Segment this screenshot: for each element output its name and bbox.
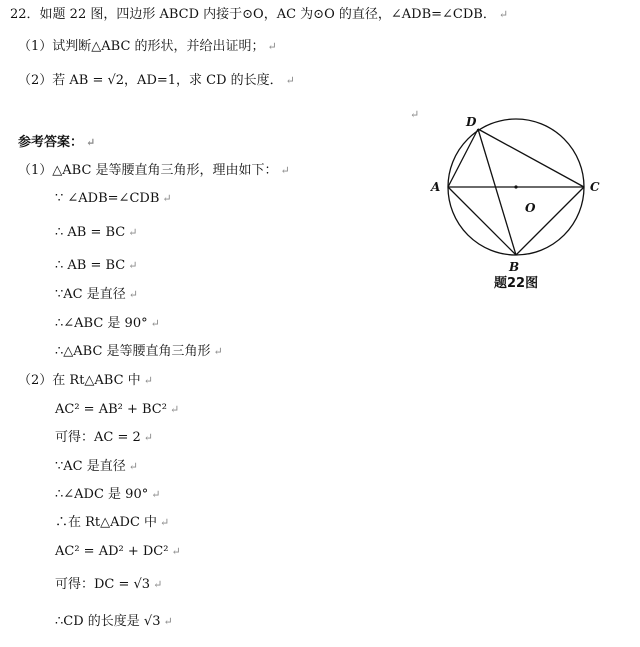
answer-title-text: 参考答案： bbox=[18, 135, 84, 150]
paragraph-mark: ↵ bbox=[128, 460, 138, 473]
solution-part-2-line-3 bbox=[55, 458, 138, 476]
answer-title bbox=[18, 134, 95, 152]
segment-dc bbox=[478, 129, 584, 187]
label-o: O bbox=[525, 201, 536, 215]
paragraph-mark: ↵ bbox=[267, 40, 277, 53]
figure-caption: 题22图 bbox=[494, 276, 539, 291]
paragraph-mark: ↵ bbox=[280, 164, 290, 177]
paragraph-mark: ↵ bbox=[153, 578, 163, 591]
paragraph-mark: ↵ bbox=[150, 317, 160, 330]
paragraph-mark: ↵ bbox=[171, 545, 181, 558]
paragraph-mark: ↵ bbox=[163, 615, 173, 628]
solution-part-2-line-7 bbox=[55, 576, 162, 594]
solution-part-2-line-4 bbox=[55, 486, 160, 504]
solution-line: ∴∠ADC 是 90° bbox=[55, 487, 149, 502]
solution-part-2-line-8 bbox=[55, 613, 173, 631]
paragraph-mark: ↵ bbox=[143, 431, 153, 444]
paragraph-mark: ↵ bbox=[128, 226, 138, 239]
question-part-1 bbox=[18, 38, 277, 56]
paragraph-mark: ↵ bbox=[169, 403, 180, 416]
solution-part-1-intro bbox=[18, 162, 290, 180]
problem-header-text: 22．如题 22 图，四边形 ABCD 内接于⊙O，AC 为⊙O 的直径，∠ADB=∠CDB． bbox=[10, 7, 496, 22]
label-d: D bbox=[466, 115, 477, 129]
paragraph-mark: ↵ bbox=[151, 488, 161, 501]
solution-line: ∵AC 是直径 bbox=[55, 287, 126, 302]
solution-line: ∵AC 是直径 bbox=[55, 459, 126, 474]
paragraph-mark: ↵ bbox=[160, 516, 170, 529]
solution-part-1-line-4 bbox=[55, 286, 138, 304]
solution-part-2-line-1 bbox=[55, 401, 179, 419]
solution-line: ∴ AB = BC bbox=[55, 225, 126, 240]
label-c: C bbox=[590, 180, 600, 194]
solution-line: ∴CD 的长度是 √3 bbox=[55, 614, 161, 629]
solution-line: ∴ AB = BC bbox=[55, 258, 126, 273]
segment-ad bbox=[448, 129, 478, 187]
problem-header bbox=[10, 6, 508, 24]
solution-line: ∴△ABC 是等腰直角三角形 bbox=[55, 344, 211, 359]
solution-part-1-line-1 bbox=[55, 190, 172, 208]
paragraph-mark: ↵ bbox=[128, 259, 138, 272]
segment-bc bbox=[516, 187, 584, 255]
solution-line: AC² = AB² + BC² bbox=[55, 402, 167, 417]
paragraph-mark: ↵ bbox=[128, 288, 138, 301]
label-b: B bbox=[509, 260, 520, 274]
geometry-figure bbox=[425, 108, 615, 293]
solution-line: （1）△ABC 是等腰直角三角形，理由如下： bbox=[18, 163, 278, 178]
paragraph-mark: ↵ bbox=[410, 108, 420, 121]
paragraph-mark: ↵ bbox=[143, 374, 153, 387]
solution-part-2-intro bbox=[18, 372, 153, 390]
solution-line: （2）在 Rt△ABC 中 bbox=[18, 373, 141, 388]
solution-line: ∴在 Rt△ADC 中 bbox=[55, 515, 158, 530]
solution-line: AC² = AD² + DC² bbox=[55, 544, 169, 559]
solution-part-2-line-5 bbox=[55, 514, 169, 532]
solution-part-2-line-2 bbox=[55, 429, 153, 447]
question-part-1-text: （1）试判断△ABC 的形状，并给出证明； bbox=[18, 39, 265, 54]
label-a: A bbox=[431, 180, 441, 194]
center-point bbox=[514, 185, 517, 188]
question-part-2 bbox=[18, 72, 295, 90]
solution-part-1-line-5 bbox=[55, 315, 160, 333]
solution-line: 可得：DC = √3 bbox=[55, 577, 151, 592]
question-part-2-text: （2）若 AB = √2，AD=1，求 CD 的长度． bbox=[18, 73, 283, 88]
paragraph-mark: ↵ bbox=[498, 8, 509, 21]
solution-part-1-line-3 bbox=[55, 257, 137, 275]
solution-line: ∴∠ABC 是 90° bbox=[55, 316, 148, 331]
solution-part-1-line-6 bbox=[55, 343, 223, 361]
solution-part-2-line-6 bbox=[55, 543, 181, 561]
solution-part-1-line-2 bbox=[55, 224, 137, 242]
paragraph-mark: ↵ bbox=[162, 192, 172, 205]
solution-line: 可得：AC = 2 bbox=[55, 430, 141, 445]
solution-line: ∵ ∠ADB=∠CDB bbox=[55, 191, 160, 206]
paragraph-mark: ↵ bbox=[213, 345, 223, 358]
paragraph-mark: ↵ bbox=[285, 74, 295, 87]
paragraph-mark: ↵ bbox=[86, 136, 96, 149]
